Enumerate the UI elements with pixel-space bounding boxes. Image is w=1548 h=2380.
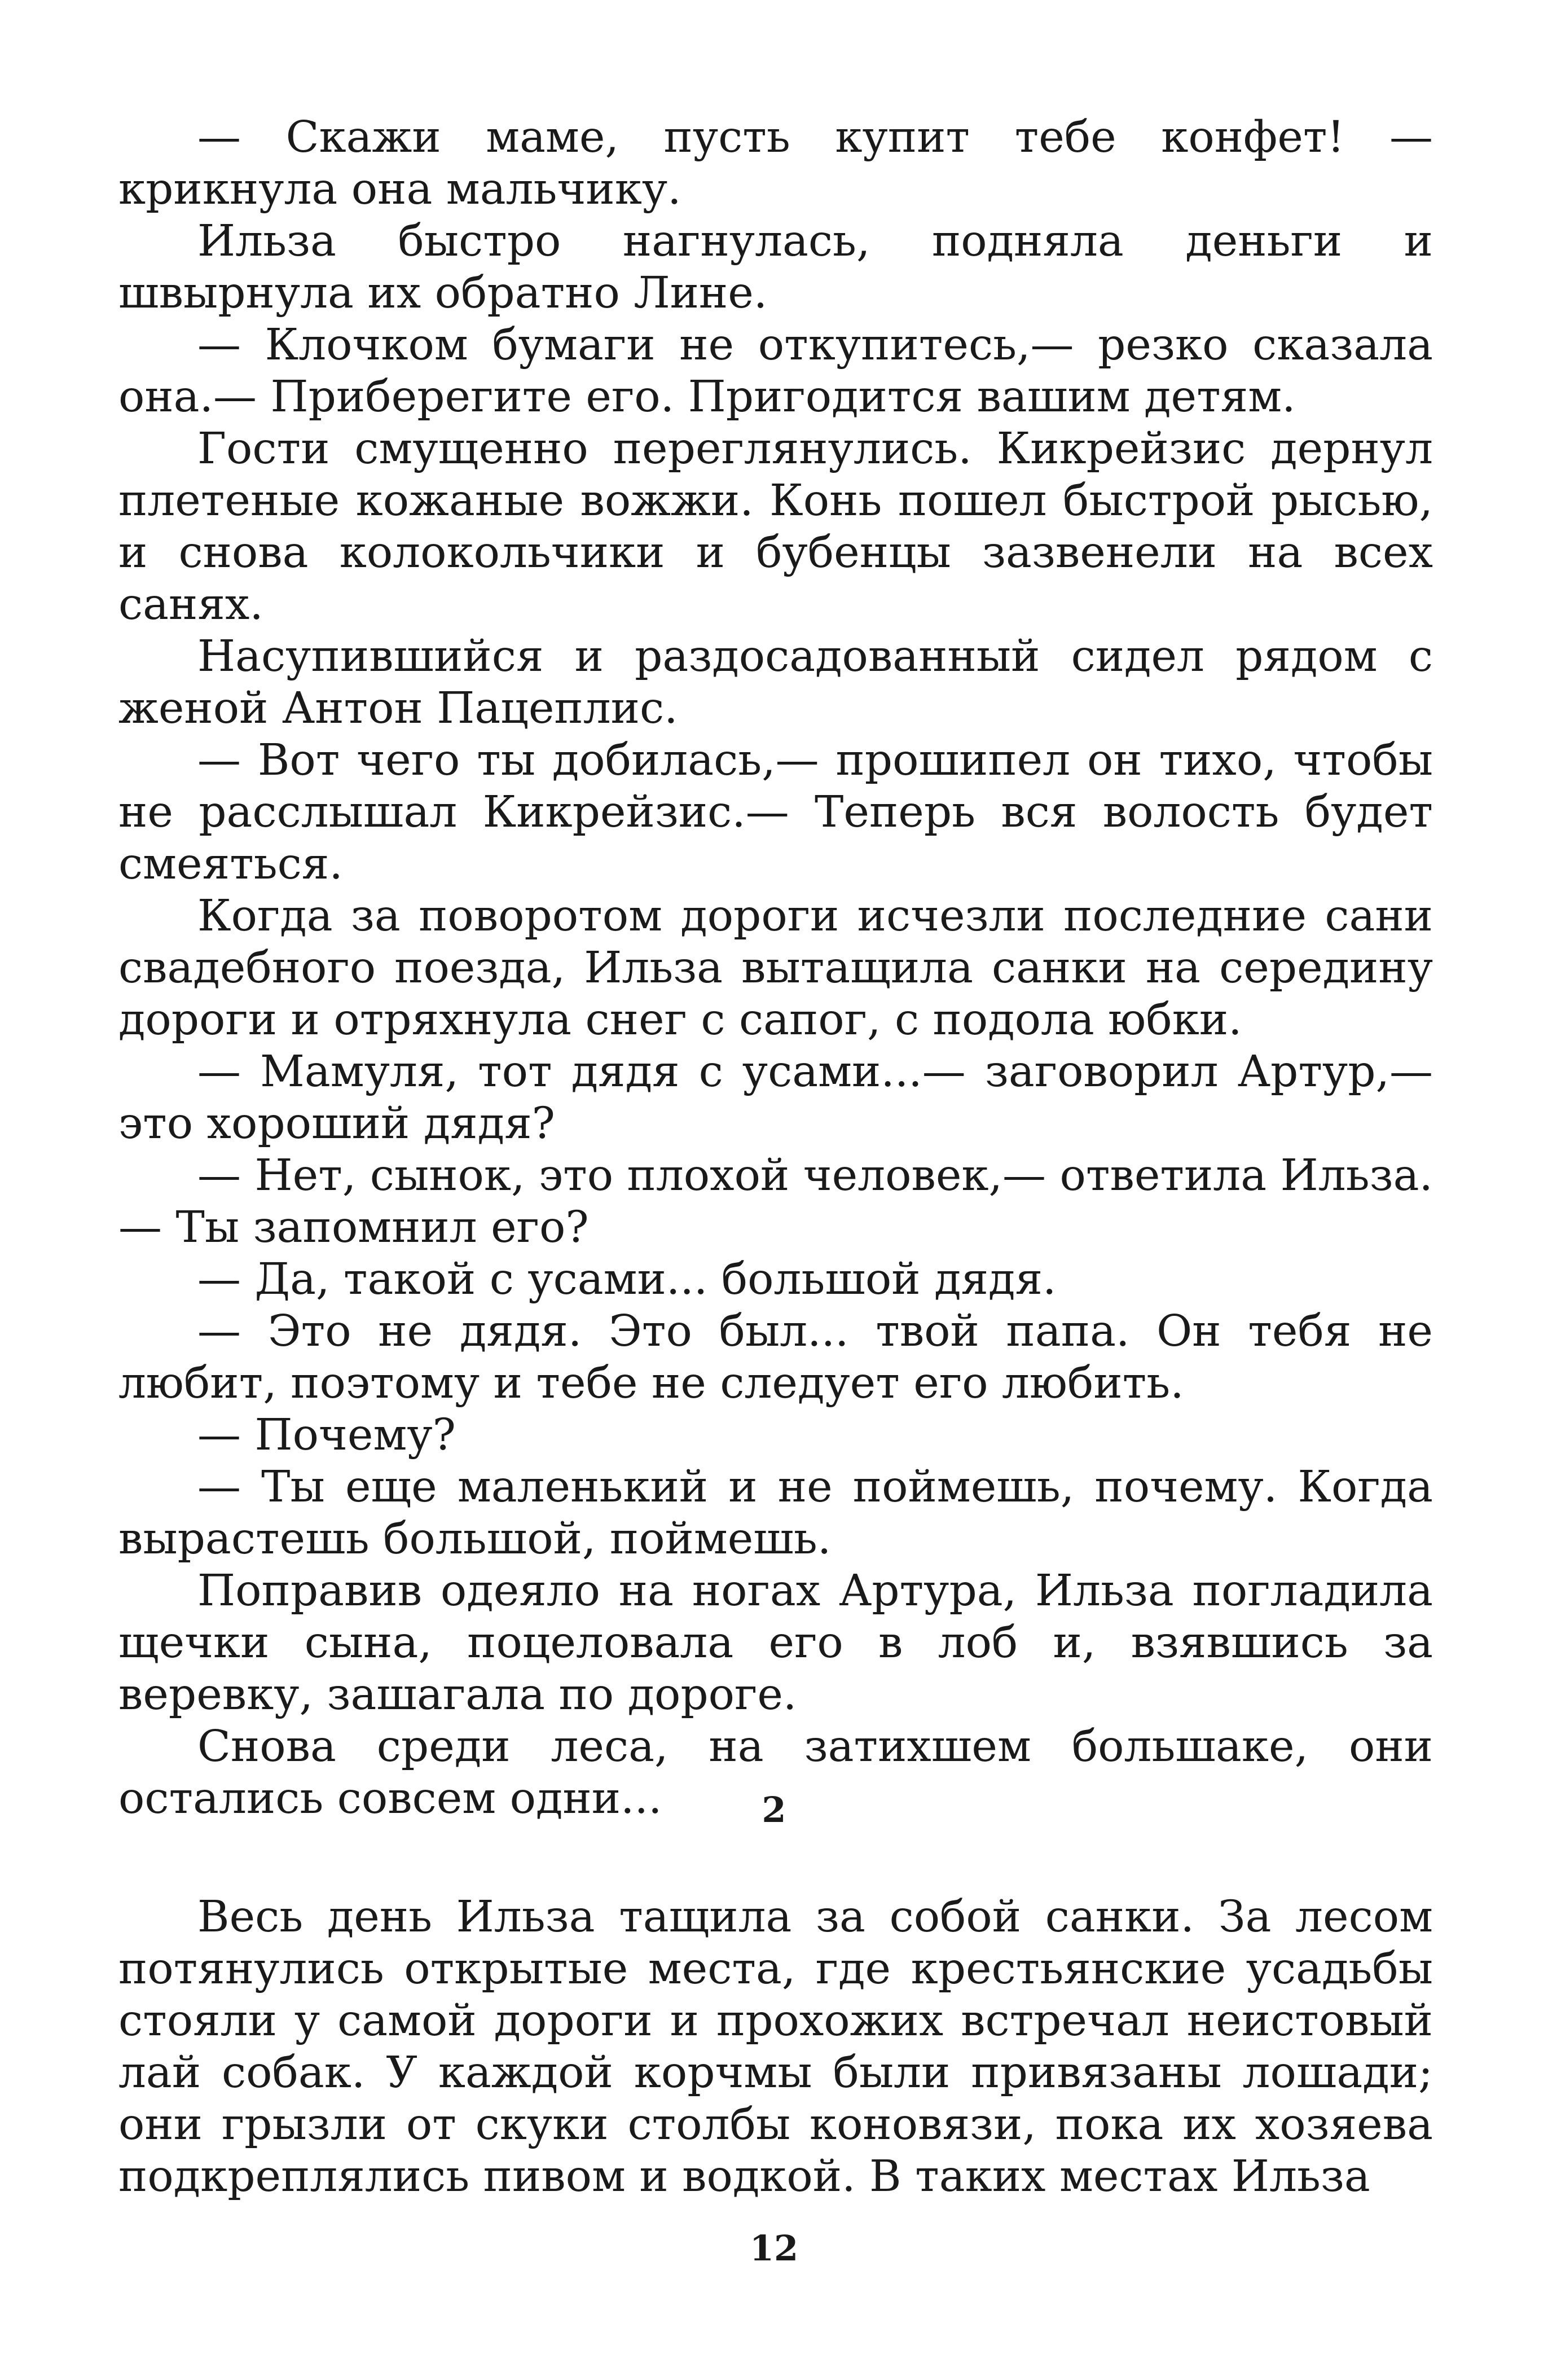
paragraph: — Это не дядя. Это был... твой папа. Он тебя не любит, поэтому и тебе не следует его любить. — [118, 1306, 1433, 1408]
paragraph: — Почему? — [197, 1410, 456, 1460]
paragraph: — Мамуля, тот дядя с усами...— заговорил Артур,— это хороший дядя? — [118, 1047, 1433, 1149]
body-text-bottom — [118, 1891, 1433, 2203]
paragraph: Когда за поворотом дороги исчезли последние сани свадебного поезда, Ильза вытащила санки на середину дороги и отряхнула снег с сапог, с подола юбки. — [118, 891, 1433, 1045]
paragraph: — Да, такой с усами... большой дядя. — [197, 1254, 1057, 1305]
body-text-top — [118, 112, 1433, 1825]
paragraph: — Нет, сынок, это плохой человек,— ответила Ильза.— Ты запомнил его? — [118, 1151, 1433, 1253]
paragraph: — Ты еще маленький и не поймешь, почему. Когда вырастешь большой, поймешь. — [118, 1462, 1433, 1564]
paragraph: Поправив одеяло на ногах Артура, Ильза погладила щечки сына, поцеловала его в лоб и, взявшись за веревку, зашагала по дороге. — [118, 1566, 1433, 1720]
paragraph: Снова среди леса, на затихшем большаке, они остались совсем одни... — [118, 1722, 1433, 1824]
paragraph: — Скажи маме, пусть купит тебе конфет! — крикнула она мальчику. — [118, 112, 1433, 214]
page-number: 12 — [749, 2228, 799, 2269]
paragraph: — Клочком бумаги не откупитесь,— резко сказала она.— Приберегите его. Пригодится вашим детям. — [118, 320, 1433, 422]
paragraph: — Вот чего ты добилась,— прошипел он тихо, чтобы не расслышал Кикрейзис.— Теперь вся волость будет смеяться. — [118, 735, 1433, 889]
paragraph: Ильза быстро нагнулась, подняла деньги и швырнула их обратно Лине. — [118, 216, 1433, 318]
paragraph: Весь день Ильза тащила за собой санки. За лесом потянулись открытые места, где крестьянские усадьбы стояли у самой дороги и прохожих встречал неистовый лай собак. У каждой корчмы были привязаны лошади; они грызли от скуки столбы коновязи, пока их хозяева подкреплялись пивом и водкой. В таких местах Ильза — [118, 1892, 1433, 2202]
paragraph: Гости смущенно переглянулись. Кикрейзис дернул плетеные кожаные вожжи. Конь пошел быстрой рысью, и снова колокольчики и бубенцы зазвенели на всех санях. — [118, 424, 1433, 630]
paragraph: Насупившийся и раздосадованный сидел рядом с женой Антон Пацеплис. — [118, 631, 1433, 734]
chapter-number: 2 — [762, 1789, 786, 1830]
